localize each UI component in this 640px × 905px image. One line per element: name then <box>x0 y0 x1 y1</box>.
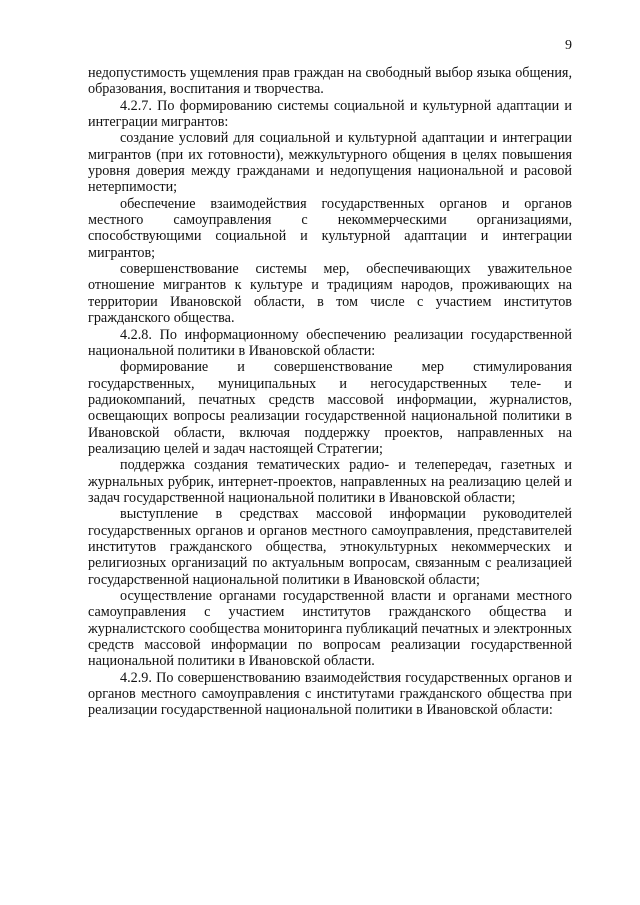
paragraph: осуществление органами государственной власти и органами местного самоуправления с участием институтов гражданского общества и журналистского сообщества мониторинга публикаций печатных и электронных средств массовой информации по вопросам реализации государственной национальной политики в Ивановской области. <box>88 588 572 670</box>
section-heading-4-2-8: 4.2.8. По информационному обеспечению реализации государственной национальной политики в Ивановской области: <box>88 326 572 359</box>
paragraph: выступление в средствах массовой информации руководителей государственных органов и органов местного самоуправления, представителей институтов гражданского общества, этнокультурных некоммерческих и религиозных организаций по актуальным вопросам, связанным с реализацией государственной национальной политики в Ивановской области; <box>88 506 572 588</box>
paragraph: совершенствование системы мер, обеспечивающих уважительное отношение мигрантов к культуре и традициям народов, проживающих на территории Ивановской области, в том числе с участием институтов гражданского общества. <box>88 261 572 327</box>
page-number: 9 <box>565 38 572 53</box>
paragraph: обеспечение взаимодействия государственных органов и органов местного самоуправления с некоммерческими организациями, способствующими социальной и культурной адаптации и интеграции мигрантов; <box>88 195 572 261</box>
document-body <box>88 65 572 719</box>
paragraph: создание условий для социальной и культурной адаптации и интеграции мигрантов (при их готовности), межкультурного общения в целях повышения уровня доверия между гражданами и недопущения национальной и расовой нетерпимости; <box>88 130 572 196</box>
section-heading-4-2-7: 4.2.7. По формированию системы социальной и культурной адаптации и интеграции мигрантов: <box>88 97 572 131</box>
paragraph-continuation: недопустимость ущемления прав граждан на свободный выбор языка общения, образования, воспитания и творчества. <box>88 65 572 98</box>
paragraph: поддержка создания тематических радио- и телепередач, газетных и журнальных рубрик, интернет-проектов, направленных на реализацию целей и задач государственной национальной политики в Ивановской области; <box>88 457 572 506</box>
section-heading-4-2-9: 4.2.9. По совершенствованию взаимодействия государственных органов и органов местного самоуправления с институтами гражданского общества при реализации государственной национальной политики в Ивановской области: <box>88 669 572 719</box>
paragraph: формирование и совершенствование мер стимулирования государственных, муниципальных и негосударственных теле- и радиокомпаний, печатных средств массовой информации, журналистов, освещающих вопросы реализации государственной национальной политики в Ивановской области, включая поддержку проектов, направленных на реализацию целей и задач настоящей Стратегии; <box>88 359 572 457</box>
